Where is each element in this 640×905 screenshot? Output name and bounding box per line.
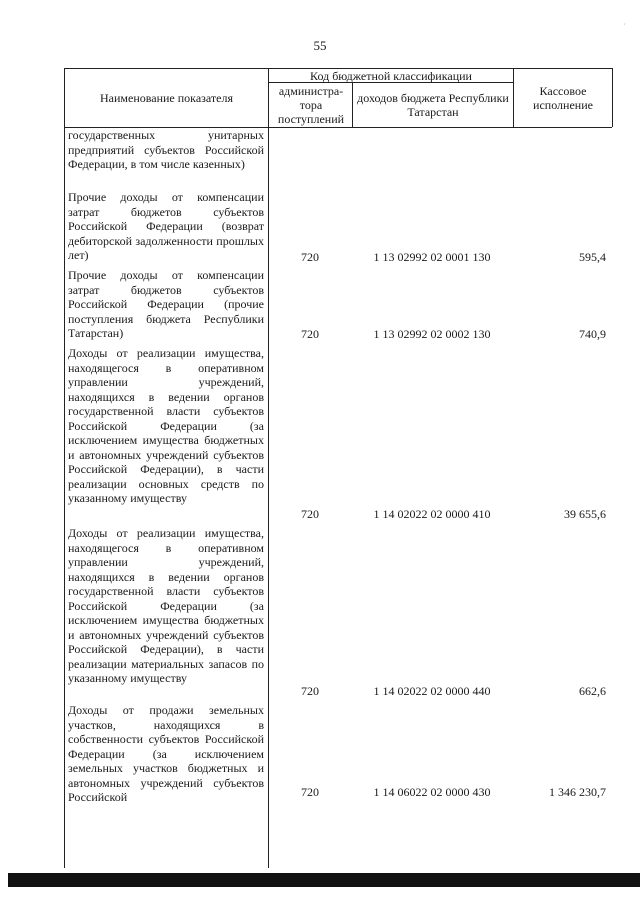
table-right-border	[612, 68, 613, 127]
header-cash: Кассовое исполнение	[533, 84, 593, 112]
table-row-4-admin: 720	[301, 684, 319, 698]
table-row-5-amount: 1 346 230,7	[549, 785, 606, 799]
table-row-4-amount: 662,6	[579, 684, 606, 698]
table-row-2-code: 1 13 02992 02 0002 130	[373, 327, 491, 341]
header-revenue: доходов бюджета Республики Татарстан	[357, 91, 509, 119]
table-row-4-name: Доходы от реализации имущества, находящегося в оперативном управлении учреждений, находящихся в ведении органов государственной власти субъектов Российской Федерации (за исключением имущества бюджетных и автономных учреждений субъектов Российской Федерации), в части реализации материальных запасов по указанному имуществу	[68, 526, 264, 685]
table-row-5-code: 1 14 06022 02 0000 430	[373, 785, 491, 799]
table-col-divider-3	[513, 68, 514, 127]
table-row-0-name: государственных унитарных предприятий субъектов Российской Федерации, в том числе казенных)	[68, 128, 264, 171]
table-row-1-admin: 720	[301, 250, 319, 264]
scan-mark: ´	[623, 22, 626, 32]
table-row-4-code: 1 14 02022 02 0000 440	[373, 684, 491, 698]
page-number: 55	[313, 38, 327, 53]
scan-bottom-edge	[8, 873, 640, 887]
table-row-3-admin: 720	[301, 507, 319, 521]
header-name: Наименование показателя	[100, 91, 233, 105]
table-row-1-amount: 595,4	[579, 250, 606, 264]
header-admin: администра-тора поступлений	[277, 84, 345, 126]
table-row-1-code: 1 13 02992 02 0001 130	[373, 250, 491, 264]
header-code-group: Код бюджетной классификации	[310, 68, 472, 83]
table-row-2-amount: 740,9	[579, 327, 606, 341]
table-row-2-name: Прочие доходы от компенсации затрат бюджетов субъектов Российской Федерации (прочие поступления бюджета Республики Татарстан)	[68, 268, 264, 340]
table-left-border	[64, 68, 65, 868]
table-col-divider-2	[352, 82, 353, 127]
table-row-1-name: Прочие доходы от компенсации затрат бюджетов субъектов Российской Федерации (возврат дебиторской задолженности прошлых лет)	[68, 190, 264, 262]
table-col-divider-1	[268, 68, 269, 868]
table-row-3-name: Доходы от реализации имущества, находящегося в оперативном управлении учреждений, находящихся в ведении органов государственной власти субъектов Российской Федерации (за исключением имущества бюджетных и автономных учреждений субъектов Российской Федерации), в части реализации основных средств по указанному имуществу	[68, 346, 264, 505]
table-row-3-code: 1 14 02022 02 0000 410	[373, 507, 491, 521]
table-row-3-amount: 39 655,6	[564, 507, 606, 521]
table-row-2-admin: 720	[301, 327, 319, 341]
table-row-5-admin: 720	[301, 785, 319, 799]
table-row-5-name: Доходы от продажи земельных участков, находящихся в собственности субъектов Российской Федерации (за исключением земельных участков бюджетных и автономных учреждений субъектов Российской	[68, 703, 264, 804]
